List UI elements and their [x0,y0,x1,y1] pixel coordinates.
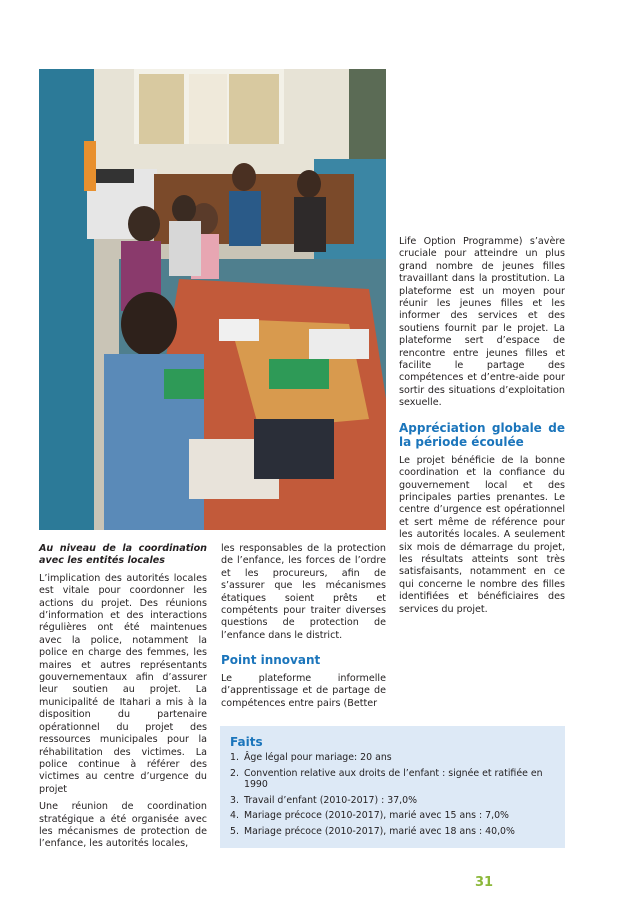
facts-title: Faits [230,735,263,749]
facts-list-item [230,768,555,791]
heading-appreciation: Appréciation globale de la période écoulée [399,420,565,450]
paragraph: Une réunion de coordination stratégique a été organisée avec les mécanismes de protection de l’enfance, les autorités locales, [39,801,207,850]
page-number: 31 [475,875,494,890]
heading-point-innovant: Point innovant [221,653,321,668]
column-right [399,236,565,616]
facts-list-item [230,826,555,838]
paragraph: Life Option Programme) s’avère cruciale pour atteindre un plus grand nombre de jeunes filles travaillant dans la prostitution. La plateforme est un moyen pour réunir les jeunes filles et les informer des services et des soutiens fournit par le projet. La plateforme sert d’espace de rencontre entre jeunes filles et facilite le partage des compétences et d’entre-aide pour sortir des situations d’exploitation sexuelle. [399,236,565,409]
column-left [39,543,207,851]
facts-item-number: 2. [230,767,239,779]
facts-list-item [230,795,555,807]
paragraph: L’implication des autorités locales est vitale pour coordonner les actions du projet. Des réunions d’information et des interactions régulières ont été maintenues avec la police, notamment la police en charge des femmes, les maires et autres représentants gouvernementaux afin d’assurer leur soutien au projet. La municipalité de Itahari a mis à la disposition du partenaire opérationnel du projet des ressources municipales pour la réhabilitation des victimes. La police continue à référer des victimes au centre d’urgence du projet [39,572,207,795]
facts-item-text: Mariage précoce (2010-2017), marié avec 18 ans : 40,0% [244,825,515,837]
facts-item-text: Mariage précoce (2010-2017), marié avec 15 ans : 7,0% [244,810,509,822]
facts-list-item [230,752,555,764]
facts-item-text: Convention relative aux droits de l’enfant : signée et ratifiée en 1990 [244,767,543,791]
paragraph: Le plateforme informelle d’apprentissage et de partage de compétences entre pairs (Better [221,672,386,709]
group-meeting-photo [39,69,386,530]
facts-item-number: 1. [230,752,239,763]
facts-list-item [230,810,555,822]
facts-item-number: 5. [230,825,239,837]
facts-item-number: 3. [230,794,239,806]
column-middle [221,543,386,710]
facts-item-number: 4. [230,810,239,822]
paragraph: Le projet bénéficie de la bonne coordination et la confiance du gouvernement local et des principales parties prenantes. Le centre d’urgence est opérationnel et sert même de référence pour les autorités locales. A seulement six mois de démarrage du projet, les résultats atteints sont très satisfaisants, notamment en ce qui concerne le nombre des filles identifiées et bénéficiaires des services du projet. [399,454,565,615]
facts-box [220,726,565,848]
facts-item-text: Travail d’enfant (2010-2017) : 37,0% [244,794,418,806]
paragraph: les responsables de la protection de l’enfance, les forces de l’ordre et les procureurs, afin de s’assurer que les mécanismes étatiques soient prêts et compétents pour traiter diverses questions de protection de l’enfance dans le district. [221,543,386,641]
facts-item-text: Âge légal pour mariage: 20 ans [244,752,392,763]
facts-list [230,752,555,842]
subheading-coordination: Au niveau de la coordination avec les entités locales [39,543,207,567]
